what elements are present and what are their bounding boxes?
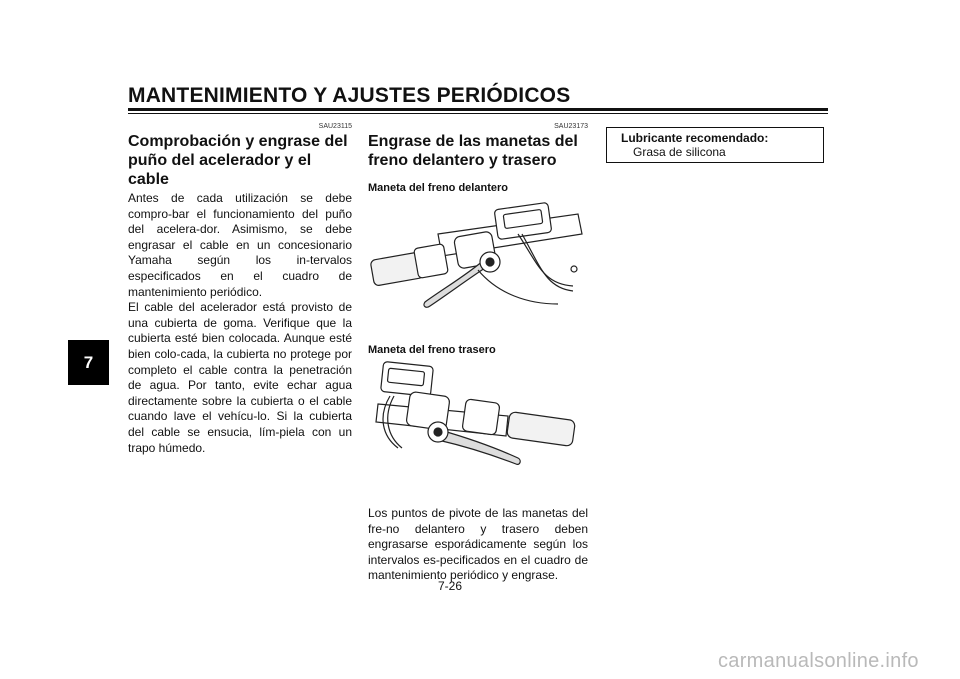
body-paragraph: Antes de cada utilización se debe compro-bar el funcionamiento del puño del acelera-dor. Asimismo, se debe engrasar el cable en un concesionario Yamaha según los in-tervalos especificados en el cuadro de mantenimiento periódico. [128,191,352,299]
header-rule-thin [128,113,828,114]
front-brake-lever-illustration [368,194,588,324]
section-code: SAU23115 [318,123,352,130]
body-paragraph: El cable del acelerador está provisto de una cubierta de goma. Verifique que la cubierta esté bien colocada. Aunque esté bien colo-cada, la cubierta no protege por completo el cable contra la penetración de agua. Por tanto, evite echar agua directamente sobre la cubierta o el cable cuando lave el vehícu-lo. Si la cubierta del cable se ensucia, lím-piela con un trapo húmedo. [128,300,352,455]
lubricant-title: Lubricante recomendado: [621,131,769,145]
figure-caption: Maneta del freno delantero [368,182,508,194]
section-code: SAU23173 [554,123,588,130]
chapter-tab [68,340,109,385]
section-title: Comprobación y engrase del puño del acelerador y el cable [128,133,348,188]
rear-brake-lever-illustration [368,356,588,486]
lubricant-value: Grasa de silicona [633,145,726,159]
lubricant-note-box [606,127,824,163]
brake-lever-section [368,123,588,584]
page-number: 7-26 [438,579,463,593]
figure-caption: Maneta del freno trasero [368,344,496,356]
header-rule-thick [128,108,828,111]
chapter-number: 7 [83,352,94,372]
body-paragraph: Los puntos de pivote de las manetas del fre-no delantero y trasero deben engrasarse esporádicamente según los intervalos es-pecificados en el cuadro de mantenimiento periódico y engrase. [368,506,588,583]
section-title: Engrase de las manetas del freno delantero y trasero [368,133,578,169]
page-title: MANTENIMIENTO Y AJUSTES PERIÓDICOS [128,84,571,107]
throttle-section [128,123,352,456]
watermark: carmanualsonline.info [718,650,919,672]
